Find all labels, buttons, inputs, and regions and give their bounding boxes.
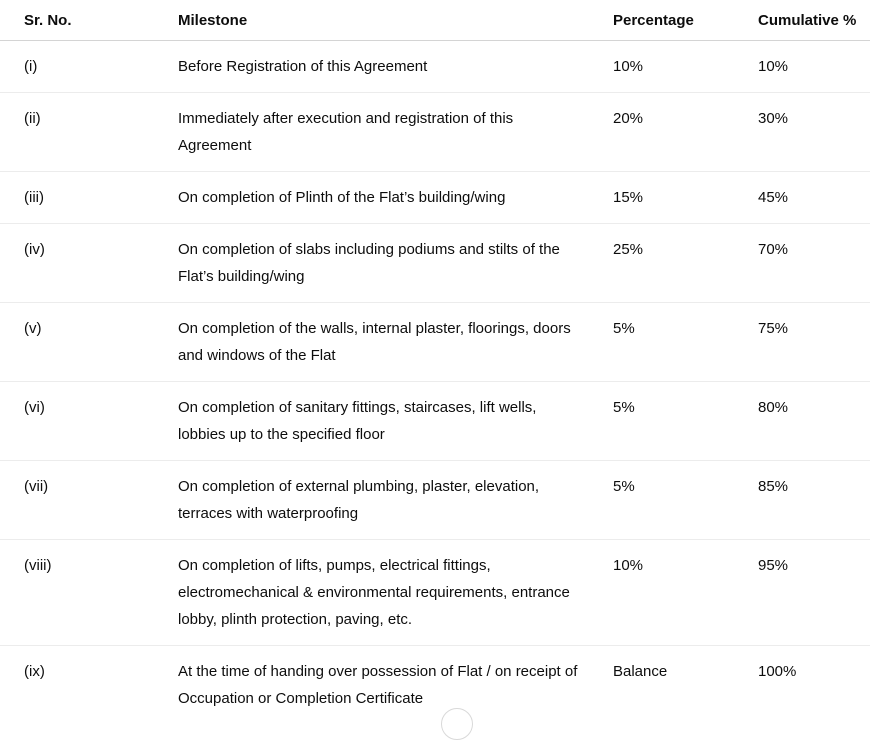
cell-sr-no: (i) bbox=[0, 41, 178, 93]
cell-sr-no: (viii) bbox=[0, 540, 178, 646]
table-row bbox=[0, 93, 870, 172]
cell-cumulative: 45% bbox=[758, 172, 870, 224]
cell-cumulative: 100% bbox=[758, 663, 797, 680]
cell-milestone: Immediately after execution and registration of this Agreement bbox=[178, 93, 613, 172]
header-sr-no: Sr. No. bbox=[0, 0, 178, 41]
cell-percentage: 5% bbox=[613, 303, 758, 382]
cell-percentage: 5% bbox=[613, 382, 758, 461]
cell-milestone: Before Registration of this Agreement bbox=[178, 41, 613, 93]
cell-milestone: On completion of the walls, internal plaster, floorings, doors and windows of the Flat bbox=[178, 303, 613, 382]
cell-percentage: 25% bbox=[613, 224, 758, 303]
table-row bbox=[0, 224, 870, 303]
cell-milestone: On completion of Plinth of the Flat’s building/wing bbox=[178, 172, 613, 224]
cell-cumulative: 30% bbox=[758, 93, 870, 172]
cell-sr-no: (ix) bbox=[24, 663, 45, 680]
cell-sr-no: (v) bbox=[0, 303, 178, 382]
table-row bbox=[0, 41, 870, 93]
cell-sr-no: (iv) bbox=[0, 224, 178, 303]
cell-cumulative: 95% bbox=[758, 540, 870, 646]
cell-cumulative: 85% bbox=[758, 461, 870, 540]
cell-percentage: Balance bbox=[613, 663, 668, 680]
cell-milestone: On completion of sanitary fittings, staircases, lift wells, lobbies up to the specified floor bbox=[178, 382, 613, 461]
table-row bbox=[0, 303, 870, 382]
cell-milestone: On completion of external plumbing, plaster, elevation, terraces with waterproofing bbox=[178, 461, 613, 540]
cell-cumulative: 10% bbox=[758, 41, 870, 93]
cell-sr-no: (ii) bbox=[0, 93, 178, 172]
table-row bbox=[0, 382, 870, 461]
cell-sr-no: (vi) bbox=[0, 382, 178, 461]
table-row bbox=[0, 172, 870, 224]
cell-percentage: 15% bbox=[613, 172, 758, 224]
table-row bbox=[0, 461, 870, 540]
cell-percentage: 5% bbox=[613, 461, 758, 540]
header-cumulative: Cumulative % bbox=[758, 0, 870, 41]
header-milestone: Milestone bbox=[178, 0, 613, 41]
table-header-row bbox=[0, 0, 870, 41]
cell-milestone: At the time of handing over possession of Flat / on receipt of Occupation or Completion Certificate bbox=[178, 663, 578, 707]
cell-percentage: 10% bbox=[613, 41, 758, 93]
table-body bbox=[0, 41, 870, 725]
cell-sr-no: (iii) bbox=[0, 172, 178, 224]
header-percentage: Percentage bbox=[613, 0, 758, 41]
table-row bbox=[0, 646, 870, 725]
cell-sr-no: (vii) bbox=[0, 461, 178, 540]
cell-milestone: On completion of lifts, pumps, electrical fittings, electromechanical & environmental requirements, entrance lobby, plinth protection, paving, etc. bbox=[178, 540, 613, 646]
cell-milestone: On completion of slabs including podiums and stilts of the Flat’s building/wing bbox=[178, 224, 613, 303]
table-header bbox=[0, 0, 870, 41]
cell-percentage: 20% bbox=[613, 93, 758, 172]
table-row bbox=[0, 540, 870, 646]
cell-cumulative: 80% bbox=[758, 382, 870, 461]
cell-percentage: 10% bbox=[613, 540, 758, 646]
scroll-down-button[interactable] bbox=[441, 708, 473, 740]
cell-cumulative: 70% bbox=[758, 224, 870, 303]
cell-cumulative: 75% bbox=[758, 303, 870, 382]
